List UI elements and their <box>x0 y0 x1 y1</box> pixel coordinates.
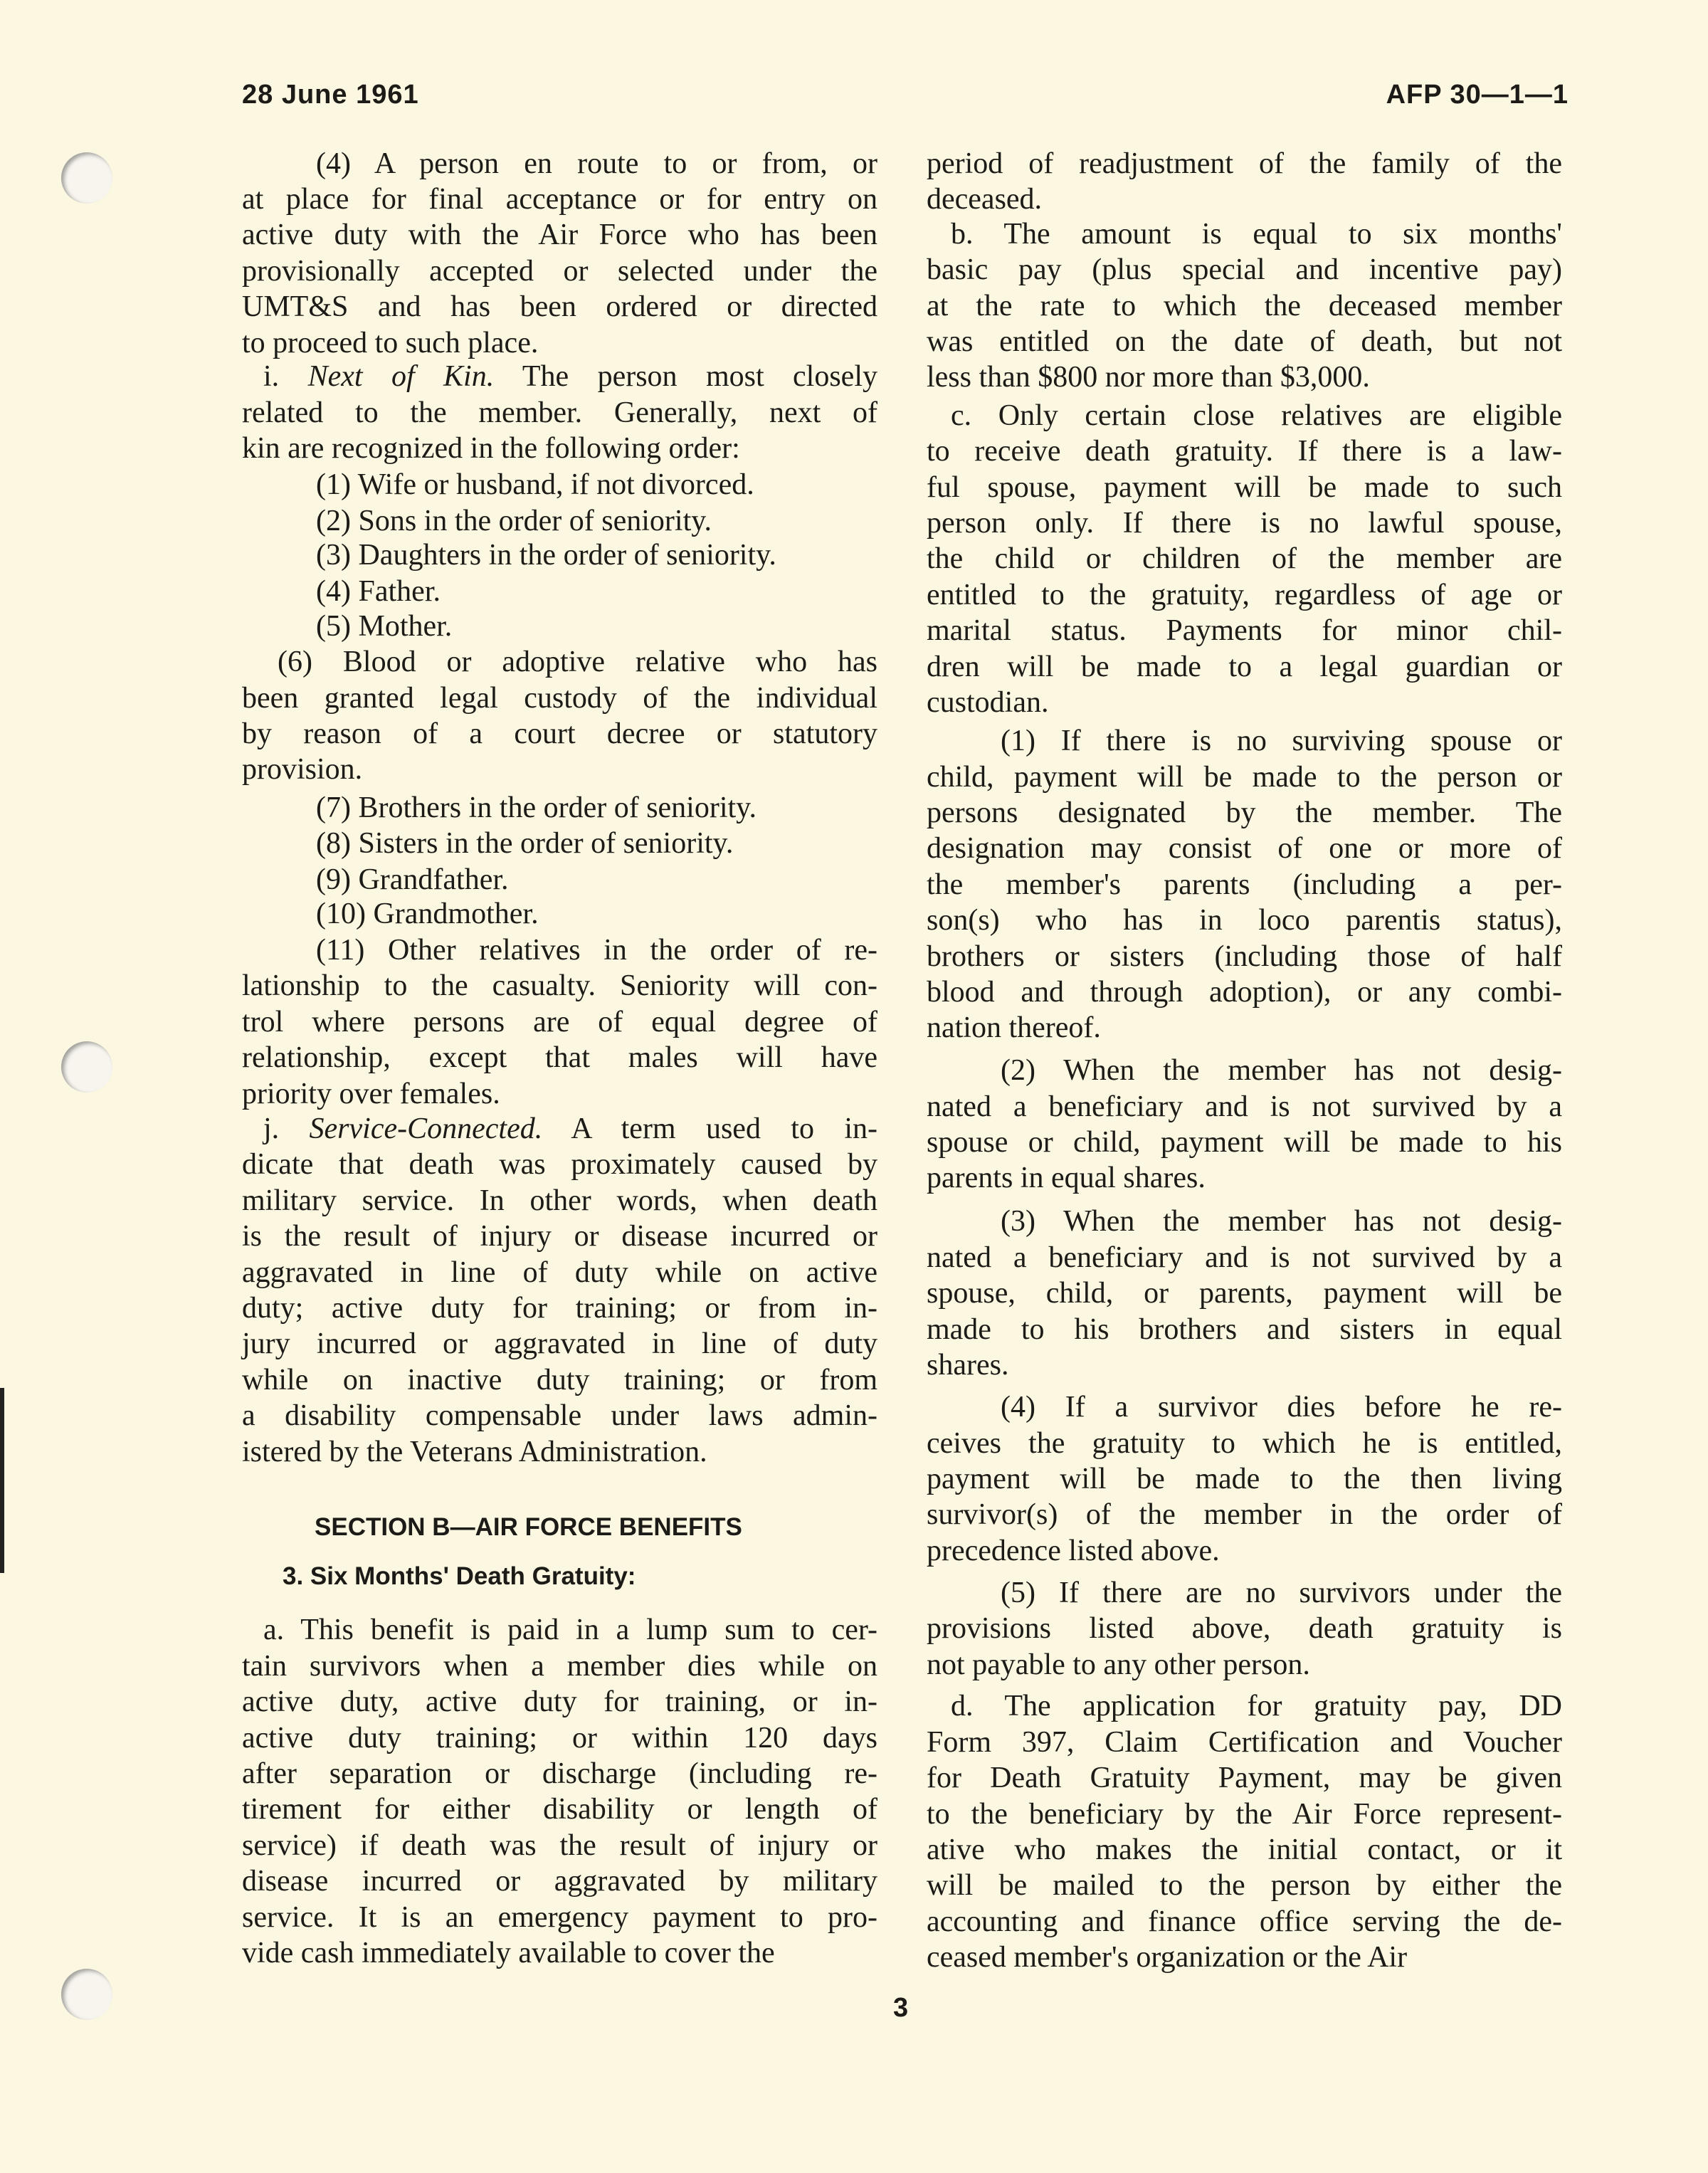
punch-hole <box>61 1041 112 1093</box>
text-line: jury incurred or aggravated in line of duty <box>242 1327 877 1361</box>
punch-hole <box>61 1969 112 2020</box>
text-line: b. The amount is equal to six months' <box>951 217 1562 251</box>
text-line: ceives the gratuity to which he is entitled, <box>927 1426 1562 1460</box>
text-line: (1) Wife or husband, if not divorced. <box>316 468 754 502</box>
text-line: (4) If a survivor dies before he re- <box>1001 1391 1562 1424</box>
text-line: to receive death gratuity. If there is a law- <box>927 435 1562 468</box>
text-line: related to the member. Generally, next of <box>242 396 877 429</box>
text-line: child, payment will be made to the person or <box>927 760 1562 794</box>
text-line: at place for final acceptance or for entry on <box>242 183 877 216</box>
text-line: vide cash immediately available to cover the <box>242 1937 775 1970</box>
text-line: ful spouse, payment will be made to such <box>927 470 1562 504</box>
text-line: nated a beneficiary and is not survived by a <box>927 1090 1562 1123</box>
text-line: brothers or sisters (including those of half <box>927 940 1562 973</box>
text-line: precedence listed above. <box>927 1534 1220 1567</box>
text-line: tain survivors when a member dies while on <box>242 1649 877 1683</box>
text-line: Form 397, Claim Certification and Voucher <box>927 1725 1562 1759</box>
text-span: The person most closely <box>494 360 877 394</box>
text-line: (5) If there are no survivors under the <box>1001 1576 1562 1609</box>
text-line: deceased. <box>927 183 1043 216</box>
text-line: spouse, child, or parents, payment will be <box>927 1277 1562 1310</box>
text-line: made to his brothers and sisters in equal <box>927 1312 1562 1346</box>
text-line: been granted legal custody of the individual <box>242 681 877 715</box>
text-line: dicate that death was proximately caused by <box>242 1148 877 1182</box>
text-line: (1) If there is no surviving spouse or <box>1001 725 1562 758</box>
text-line: person only. If there is no lawful spouse, <box>927 507 1562 540</box>
text-line: after separation or discharge (including re- <box>242 1757 877 1791</box>
punch-hole <box>61 152 112 204</box>
section-heading: SECTION B—AIR FORCE BENEFITS <box>315 1513 742 1541</box>
text-line: (2) Sons in the order of seniority. <box>316 504 712 537</box>
text-line: while on inactive duty training; or from <box>242 1363 877 1396</box>
text-span: i. <box>263 360 308 394</box>
text-line: marital status. Payments for minor chil- <box>927 614 1562 648</box>
text-line: active duty training; or within 120 days <box>242 1721 877 1754</box>
text-line: provisions listed above, death gratuity is <box>927 1612 1562 1646</box>
italic-term: Service-Connected. <box>309 1112 543 1145</box>
text-line: kin are recognized in the following order: <box>242 432 740 465</box>
text-line: active duty with the Air Force who has been <box>242 219 877 252</box>
text-line: d. The application for gratuity pay, DD <box>951 1690 1562 1723</box>
text-line: the child or children of the member are <box>927 542 1562 576</box>
text-line: (3) When the member has not desig- <box>1001 1205 1562 1238</box>
text-line: to proceed to such place. <box>242 326 539 359</box>
text-line: (7) Brothers in the order of seniority. <box>316 791 757 824</box>
text-line: a. This benefit is paid in a lump sum to cer- <box>263 1614 877 1647</box>
text-line: not payable to any other person. <box>927 1648 1310 1681</box>
italic-term: Next of Kin. <box>307 360 495 394</box>
text-line: dren will be made to a legal guardian or <box>927 650 1562 683</box>
text-line: survivor(s) of the member in the order of <box>927 1498 1562 1532</box>
text-line: custodian. <box>927 686 1049 719</box>
header-doc-id: AFP 30—1—1 <box>1386 80 1569 110</box>
text-line: nation thereof. <box>927 1011 1101 1045</box>
text-line: (11) Other relatives in the order of re- <box>316 933 877 967</box>
text-line: aggravated in line of duty while on active <box>242 1256 877 1289</box>
text-line: trol where persons are of equal degree of <box>242 1005 877 1038</box>
text-line: designation may consist of one or more of <box>927 832 1562 865</box>
text-line: active duty, active duty for training, or in- <box>242 1685 877 1719</box>
text-line: at the rate to which the deceased member <box>927 289 1562 322</box>
text-line: parents in equal shares. <box>927 1162 1206 1195</box>
text-line: duty; active duty for training; or from in- <box>242 1291 877 1325</box>
text-line <box>263 359 877 394</box>
text-line: will be mailed to the person by either the <box>927 1869 1562 1903</box>
text-line: military service. In other words, when death <box>242 1184 877 1217</box>
text-line: (8) Sisters in the order of seniority. <box>316 827 734 861</box>
text-line: nated a beneficiary and is not survived by a <box>927 1241 1562 1274</box>
text-line: shares. <box>927 1348 1009 1382</box>
text-span: j. <box>263 1112 310 1145</box>
text-line: to the beneficiary by the Air Force represent- <box>927 1797 1562 1831</box>
text-line: istered by the Veterans Administration. <box>242 1435 707 1468</box>
text-line: the member's parents (including a per- <box>927 868 1562 901</box>
text-line: tirement for either disability or length of <box>242 1793 877 1826</box>
text-line: relationship, except that males will have <box>242 1041 877 1075</box>
text-line: UMT&S and has been ordered or directed <box>242 290 877 324</box>
subsection-heading: 3. Six Months' Death Gratuity: <box>283 1562 636 1590</box>
text-line: (10) Grandmother. <box>316 898 539 931</box>
page-number: 3 <box>893 1993 909 2023</box>
text-line: (6) Blood or adoptive relative who has <box>278 646 877 679</box>
text-span: A term used to in- <box>542 1112 877 1145</box>
text-line: by reason of a court decree or statutory <box>242 717 877 750</box>
text-line: son(s) who has in loco parentis status), <box>927 904 1562 937</box>
text-line: entitled to the gratuity, regardless of age or <box>927 578 1562 611</box>
text-line: payment will be made to the then living <box>927 1462 1562 1495</box>
text-line: lationship to the casualty. Seniority will con- <box>242 969 877 1003</box>
right-column <box>927 0 1562 2173</box>
text-line: service. It is an emergency payment to pro- <box>242 1900 877 1934</box>
text-line: c. Only certain close relatives are eligible <box>951 399 1562 432</box>
text-line: provision. <box>242 753 363 786</box>
text-line: a disability compensable under laws admin- <box>242 1399 877 1433</box>
page-edge-shadow <box>0 1388 4 1573</box>
text-line: period of readjustment of the family of the <box>927 147 1562 180</box>
text-line: priority over females. <box>242 1077 500 1110</box>
text-line: is the result of injury or disease incurred or <box>242 1220 877 1253</box>
text-line: disease incurred or aggravated by military <box>242 1865 877 1898</box>
header-date: 28 June 1961 <box>242 80 419 110</box>
text-line: (5) Mother. <box>316 609 453 643</box>
text-line: persons designated by the member. The <box>927 796 1562 829</box>
text-line: (4) A person en route to or from, or <box>316 147 877 180</box>
text-line: (4) Father. <box>316 574 441 608</box>
text-line <box>263 1111 877 1147</box>
text-line: spouse or child, payment will be made to his <box>927 1126 1562 1159</box>
text-line: basic pay (plus special and incentive pay) <box>927 253 1562 287</box>
text-line: blood and through adoption), or any combi- <box>927 975 1562 1009</box>
text-line: provisionally accepted or selected under the <box>242 254 877 288</box>
text-line: (9) Grandfather. <box>316 863 509 896</box>
text-line: for Death Gratuity Payment, may be given <box>927 1762 1562 1795</box>
text-line: (2) When the member has not desig- <box>1001 1054 1562 1088</box>
text-line: ceased member's organization or the Air <box>927 1941 1408 1974</box>
text-line: less than $800 nor more than $3,000. <box>927 361 1370 394</box>
text-line: (3) Daughters in the order of seniority. <box>316 539 776 572</box>
text-line: ative who makes the initial contact, or it <box>927 1833 1562 1867</box>
text-line: was entitled on the date of death, but not <box>927 325 1562 359</box>
text-line: service) if death was the result of injury or <box>242 1829 877 1862</box>
left-column <box>242 0 877 2173</box>
text-line: accounting and finance office serving the de- <box>927 1905 1562 1938</box>
